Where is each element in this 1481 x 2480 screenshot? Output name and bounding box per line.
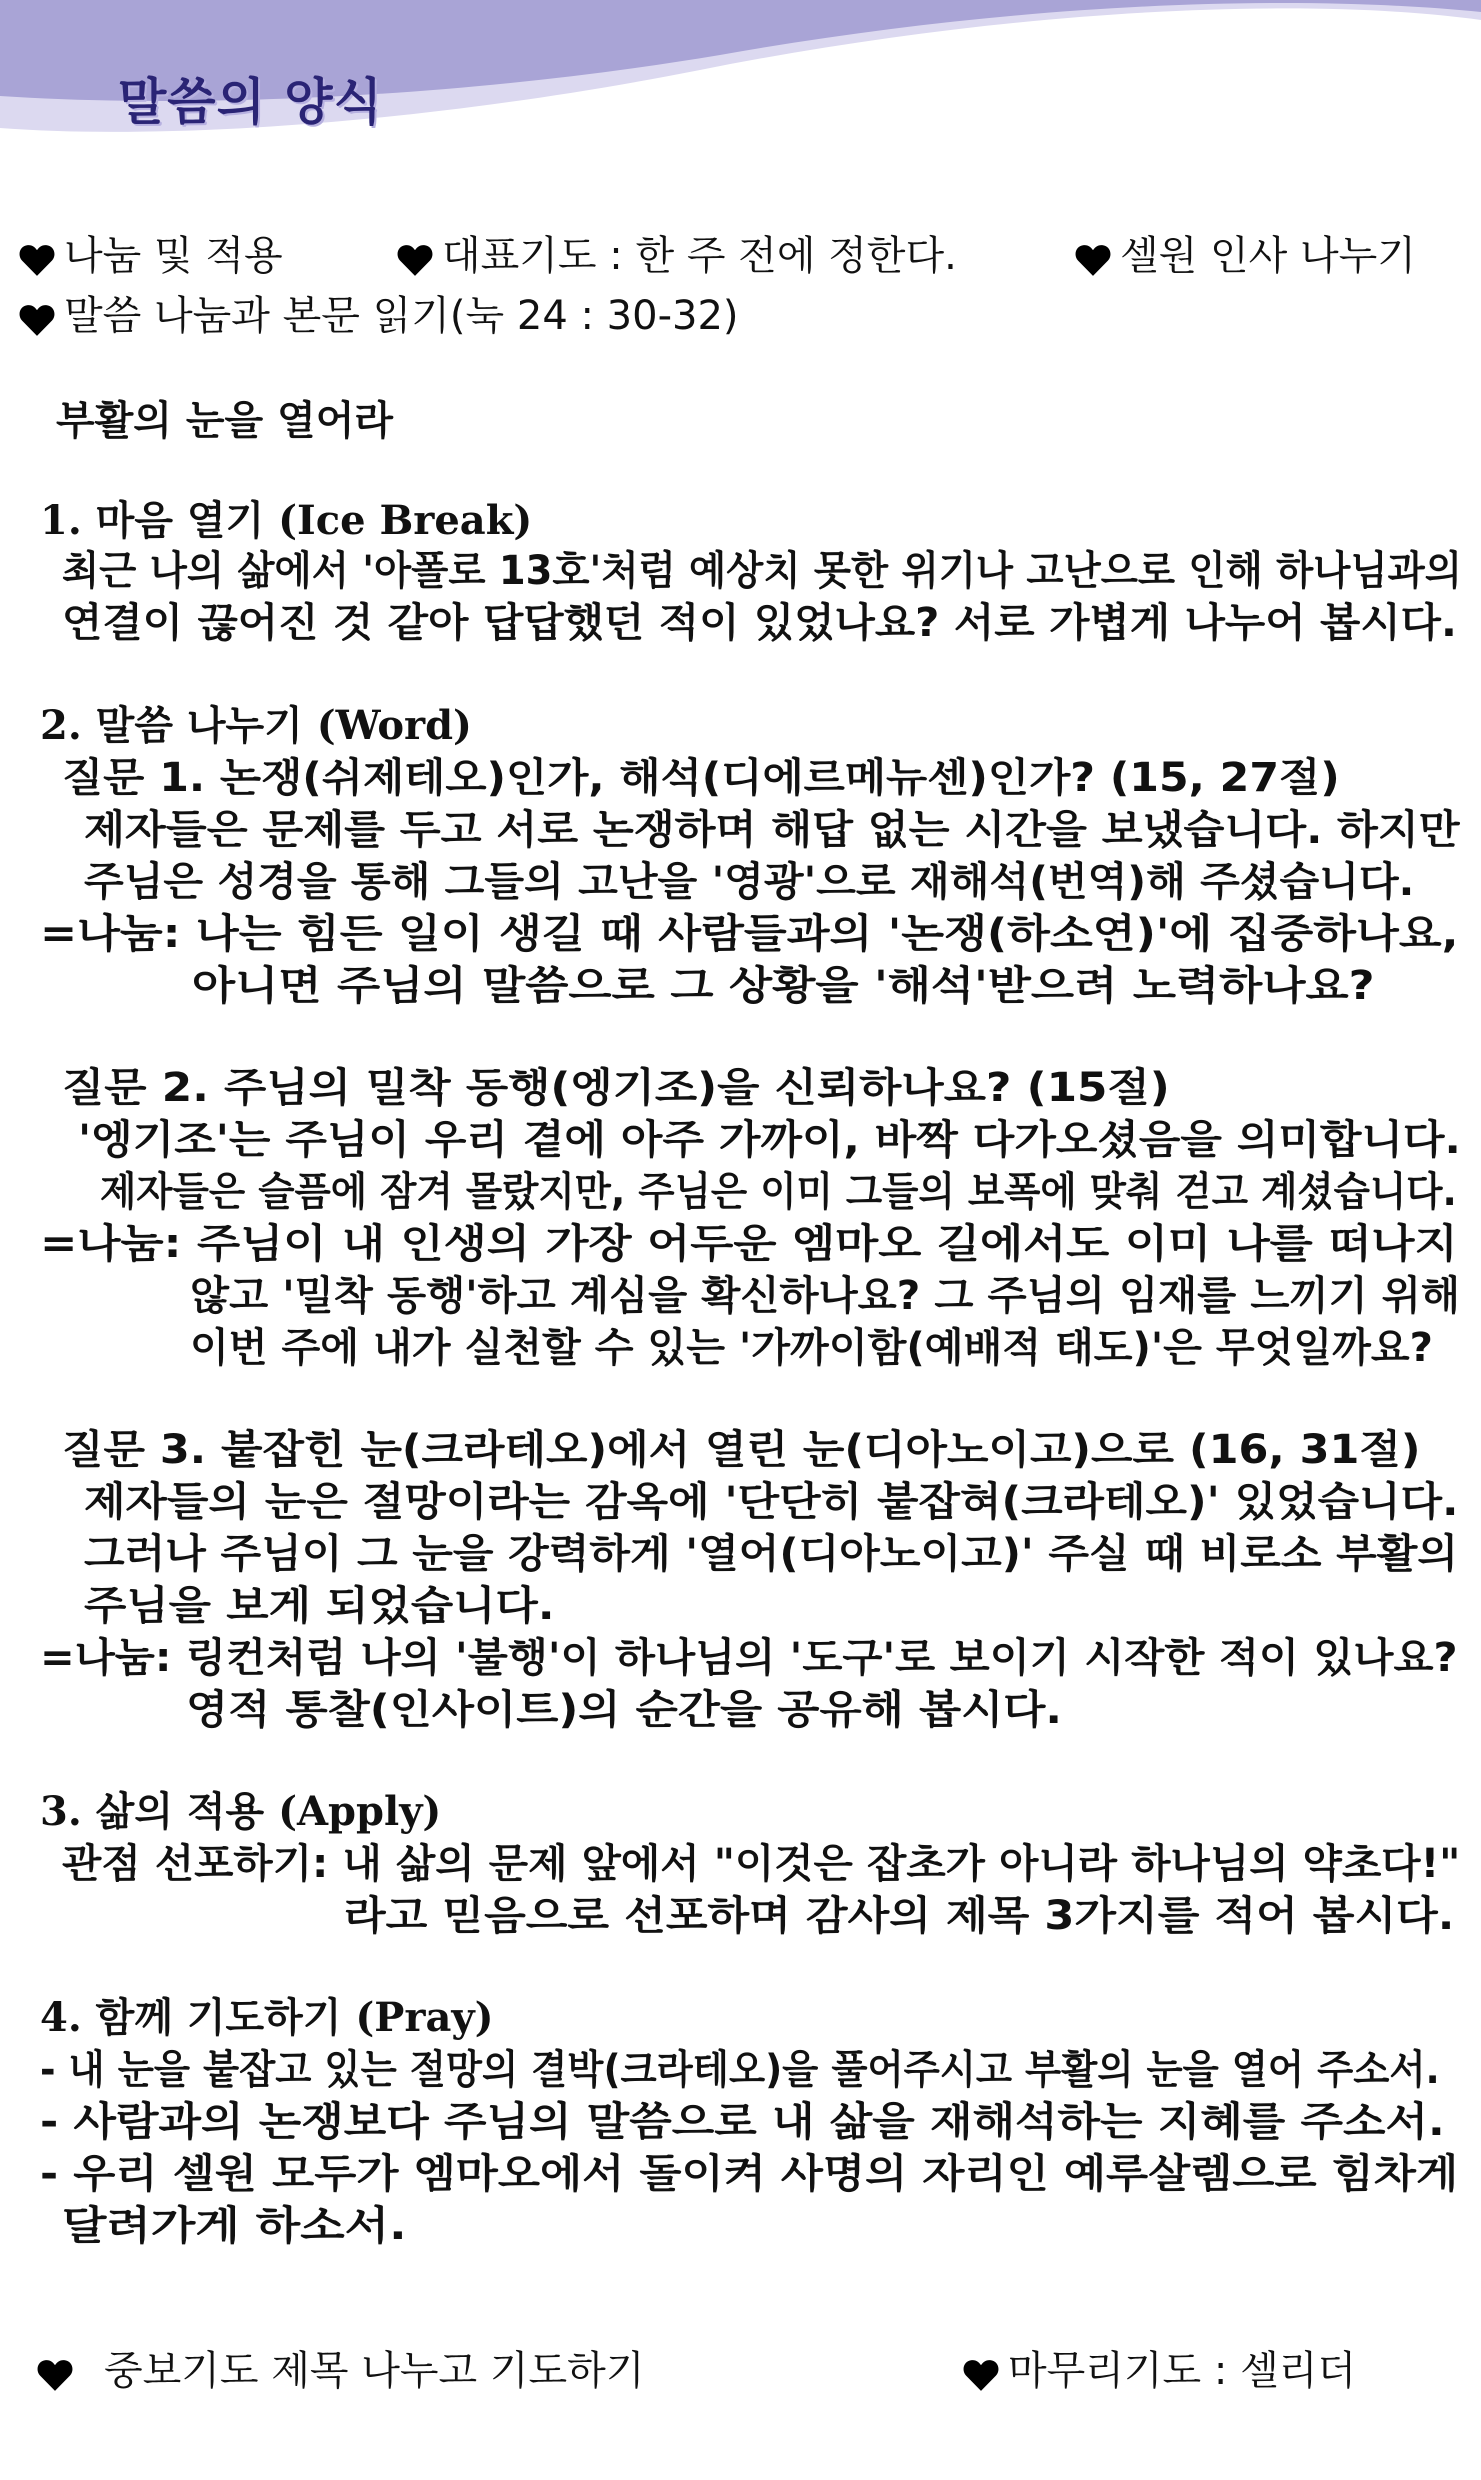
header-item-scripture-reading: 말씀 나눔과 본문 읽기(눅 24 : 30-32) — [18, 290, 739, 342]
section-4-heading: 4. 함께 기도하기 (Pray) — [40, 1994, 494, 2041]
footer-item-intercession: 중보기도 제목 나누고 기도하기 — [36, 2345, 644, 2397]
page-title: 말씀의 양식 — [118, 73, 383, 131]
heart-icon — [1074, 238, 1112, 278]
prayer-line-4: 달려가게 하소서. — [62, 2203, 407, 2249]
heart-icon — [18, 298, 56, 338]
heart-icon — [396, 238, 434, 278]
section-1-heading: 1. 마음 열기 (Ice Break) — [40, 497, 533, 544]
question-3-line-1: 제자들의 눈은 절망이라는 감옥에 '단단히 붙잡혀(크라테오)' 있었습니다. — [84, 1479, 1459, 1525]
question-2-title: 질문 2. 주님의 밀착 동행(엥기조)을 신뢰하나요? (15절) — [62, 1065, 1170, 1111]
section-1-line-1: 최근 나의 삶에서 '아폴로 13호'처럼 예상치 못한 위기나 고난으로 인해 하나님과의 — [62, 548, 1462, 594]
section-3-line-2: 라고 믿음으로 선포하며 감사의 제목 3가지를 적어 봅시다. — [344, 1893, 1455, 1939]
question-3-share-2: 영적 통찰(인사이트)의 순간을 공유해 봅시다. — [186, 1687, 1062, 1733]
question-1-line-1: 제자들은 문제를 두고 서로 논쟁하며 해답 없는 시간을 보냈습니다. 하지만 — [84, 807, 1460, 853]
prayer-line-3: - 우리 셀원 모두가 엠마오에서 돌이켜 사명의 자리인 예루살렘으로 힘차게 — [40, 2151, 1459, 2197]
section-1-line-2: 연결이 끊어진 것 같아 답답했던 적이 있었나요? 서로 가볍게 나누어 봅시다. — [62, 600, 1457, 646]
question-2-line-2: 제자들은 슬픔에 잠겨 몰랐지만, 주님은 이미 그들의 보폭에 맞춰 걷고 계셨습니다. — [100, 1169, 1457, 1215]
footer-item-closing-prayer: 마무리기도 : 셀리더 — [962, 2345, 1356, 2397]
question-1-line-2: 주님은 성경을 통해 그들의 고난을 '영광'으로 재해석(번역)해 주셨습니다. — [84, 859, 1415, 905]
header-item-greetings: 셀원 인사 나누기 — [1074, 230, 1416, 282]
question-2-share-1: =나눔: 주님이 내 인생의 가장 어두운 엠마오 길에서도 이미 나를 떠나지 — [40, 1221, 1458, 1267]
question-3-line-2: 그러나 주님이 그 눈을 강력하게 '열어(디아노이고)' 주실 때 비로소 부활의 — [84, 1531, 1458, 1577]
prayer-line-1: - 내 눈을 붙잡고 있는 절망의 결박(크라테오)을 풀어주시고 부활의 눈을 열어 주소서. — [40, 2047, 1440, 2093]
header-item-sharing: 나눔 및 적용 — [18, 230, 283, 282]
sermon-title: 부활의 눈을 열어라 — [56, 398, 393, 444]
question-1-title: 질문 1. 논쟁(쉬제테오)인가, 해석(디에르메뉴센)인가? (15, 27절) — [62, 755, 1340, 801]
question-1-share-1: =나눔: 나는 힘든 일이 생길 때 사람들과의 '논쟁(하소연)'에 집중하나요, — [40, 911, 1459, 957]
section-2-heading: 2. 말씀 나누기 (Word) — [40, 702, 472, 749]
heart-icon — [962, 2353, 1000, 2393]
heart-icon — [36, 2353, 74, 2393]
question-2-line-1: '엥기조'는 주님이 우리 곁에 아주 가까이, 바짝 다가오셨음을 의미합니다. — [78, 1117, 1461, 1163]
question-3-title: 질문 3. 붙잡힌 눈(크라테오)에서 열린 눈(디아노이고)으로 (16, 31절) — [62, 1427, 1421, 1473]
question-1-share-2: 아니면 주님의 말씀으로 그 상황을 '해석'받으려 노력하나요? — [192, 963, 1375, 1009]
header-item-representative-prayer: 대표기도 : 한 주 전에 정한다. — [396, 230, 957, 282]
section-3-line-1: 관점 선포하기: 내 삶의 문제 앞에서 "이것은 잡초가 아니라 하나님의 약초다!" — [62, 1841, 1461, 1887]
question-2-share-3: 이번 주에 내가 실천할 수 있는 '가까이함(예배적 태도)'은 무엇일까요? — [190, 1325, 1433, 1371]
prayer-line-2: - 사람과의 논쟁보다 주님의 말씀으로 내 삶을 재해석하는 지혜를 주소서. — [40, 2099, 1445, 2145]
heart-icon — [18, 238, 56, 278]
question-3-share-1: =나눔: 링컨처럼 나의 '불행'이 하나님의 '도구'로 보이기 시작한 적이 있나요? — [40, 1635, 1458, 1681]
question-3-line-3: 주님을 보게 되었습니다. — [84, 1583, 555, 1629]
question-2-share-2: 않고 '밀착 동행'하고 계심을 확신하나요? 그 주님의 임재를 느끼기 위해 — [190, 1273, 1460, 1319]
section-3-heading: 3. 삶의 적용 (Apply) — [40, 1788, 442, 1835]
